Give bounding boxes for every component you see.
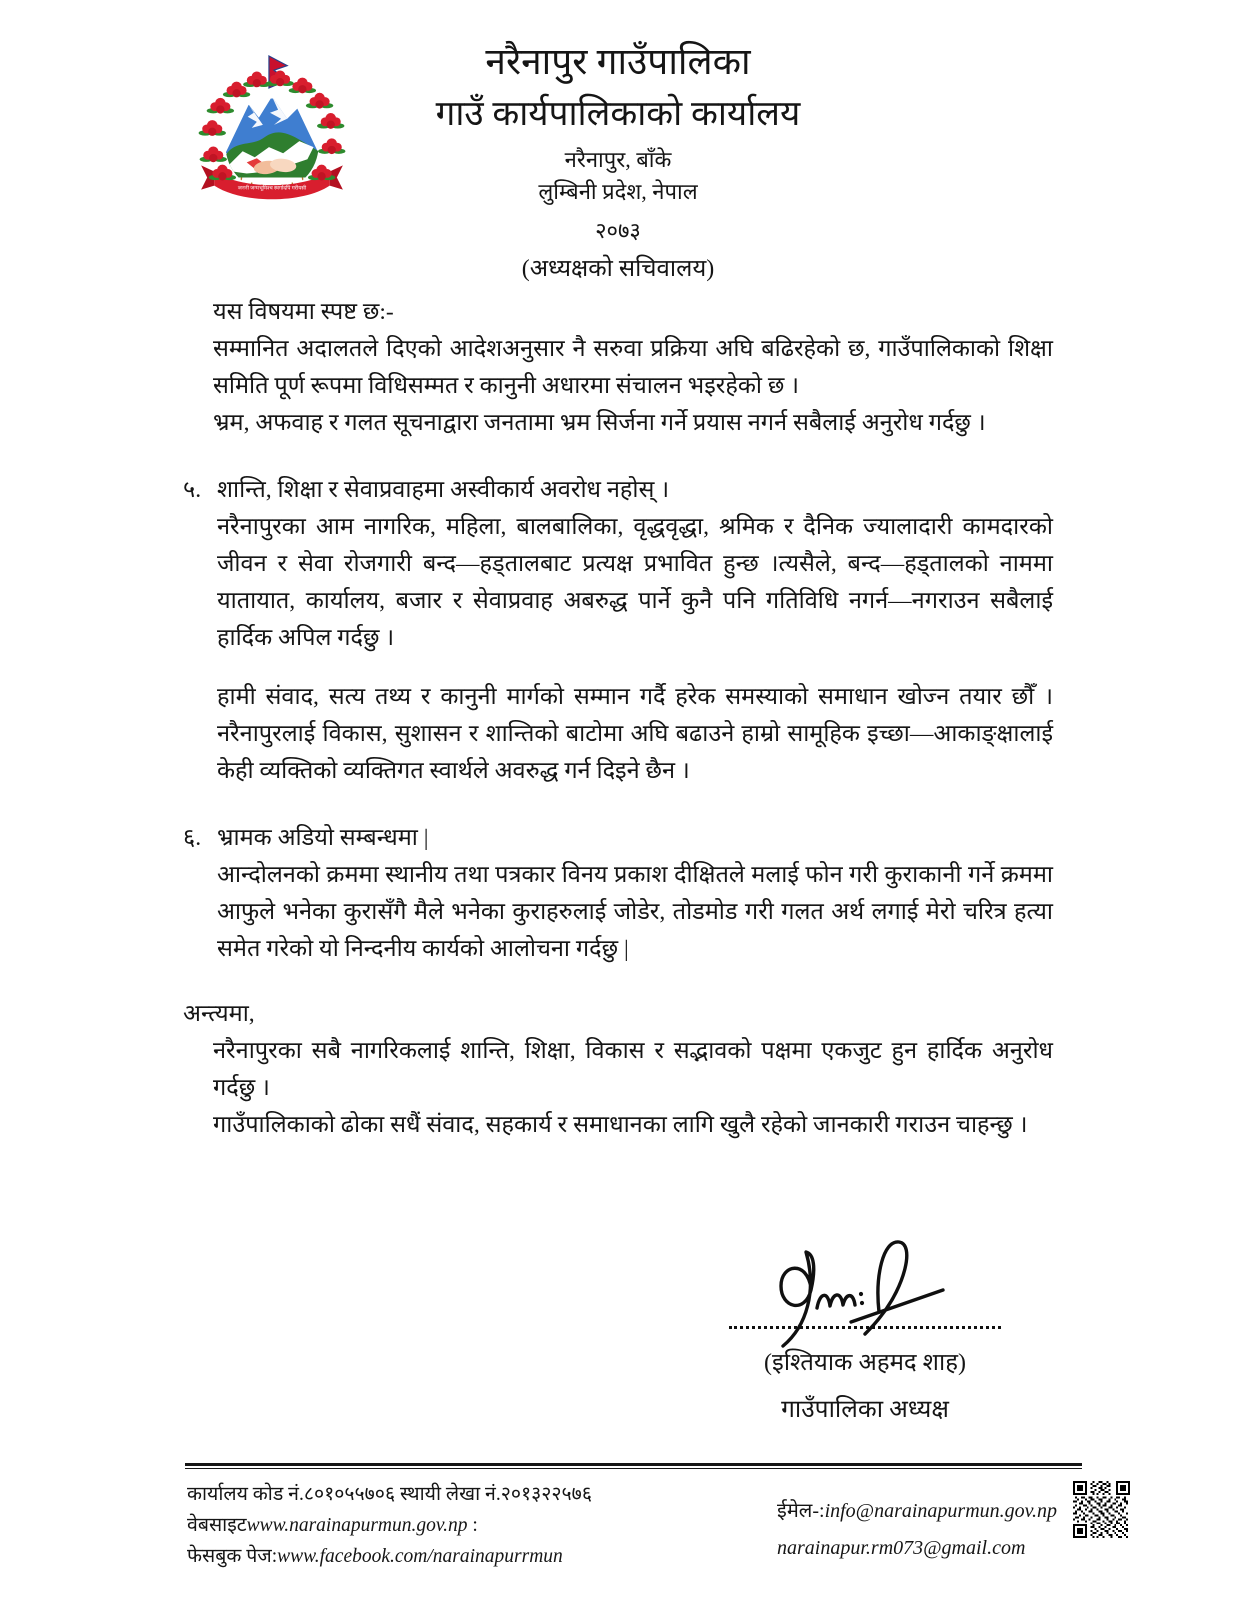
website-line: [187, 1510, 592, 1541]
email-line-2: narainapur.rm073@gmail.com: [777, 1537, 1026, 1559]
signature-block: [712, 1228, 1018, 1425]
section-5: [183, 472, 1053, 790]
section-6-heading: भ्रामक अडियो सम्बन्धमा |: [217, 825, 429, 851]
section-6: [183, 820, 1053, 968]
section-5-paragraph-1: नरैनापुरका आम नागरिक, महिला, बालबालिका, वृद्धवृद्धा, श्रमिक र दैनिक ज्यालादारी कामदारको जीवन र सेवा रोजगारी बन्द—हड्तालबाट प्रत्यक्ष प्रभावित हुन्छ ।त्यसैले, बन्द—हड्तालको नाममा यातायात, कार्यालय, बजार र सेवाप्रवाह अबरुद्ध पार्ने कुनै पनि गतिविधि नगर्न—नगराउन सबैलाई हार्दिक अपिल गर्दछु ।: [217, 514, 1053, 651]
footer-left-column: [187, 1479, 592, 1572]
footer-divider: [185, 1463, 1082, 1469]
closing-label: अन्त्यमा,: [183, 1001, 255, 1027]
website-suffix: :: [467, 1515, 478, 1536]
secretariat-line: (अध्यक्षको सचिवालय): [521, 255, 715, 282]
emblem-motto: जननी जन्मभूमिश्च स्वर्गादपि गरीयसी: [237, 185, 307, 192]
website-url: www.narainapurmun.gov.np: [246, 1515, 468, 1536]
address-line2: लुम्बिनी प्रदेश, नेपाल: [538, 178, 698, 204]
facebook-label: फेसबुक पेज:: [187, 1546, 278, 1567]
facebook-url: www.facebook.com/narainapurrmun: [277, 1546, 563, 1567]
email-line-1: [777, 1493, 1057, 1530]
section-5-heading: शान्ति, शिक्षा र सेवाप्रवाहमा अस्वीकार्य अवरोध नहोस् ।: [217, 477, 670, 503]
address-line1: नरैनापुर, बाँके: [564, 147, 672, 172]
email-label: ईमेल-:: [777, 1500, 825, 1522]
intro-label: यस विषयमा स्पष्ट छ:-: [213, 299, 394, 325]
letter-footer: [185, 1463, 1082, 1593]
office-name: गाउँ कार्यपालिकाको कार्यालय: [435, 94, 801, 134]
municipality-name: नरैनापुर गाउँपालिका: [485, 42, 751, 83]
section-6-paragraph-1: आन्दोलनको क्रममा स्थानीय तथा पत्रकार विनय प्रकाश दीक्षितले मलाई फोन गरी कुराकानी गर्ने क्रममा आफुले भनेका कुरासँगै मैले भनेका कुराहरुलाई जोडेर, तोडमोड गरी गलत अर्थ लगाई मेरो चरित्र हत्या समेत गरेको यो निन्दनीय कार्यको आलोचना गर्दछु |: [217, 862, 1053, 962]
intro-paragraph-2: भ्रम, अफवाह र गलत सूचनाद्वारा जनतामा भ्रम सिर्जना गर्ने प्रयास नगर्न सबैलाई अनुरोध गर्दछु ।: [213, 410, 986, 436]
section-5-paragraph-2: हामी संवाद, सत्य तथ्य र कानुनी मार्गको सम्मान गर्दै हरेक समस्याको समाधान खोज्न तयार छौँ ।नरैनापुरलाई विकास, सुशासन र शान्तिको बाटोमा अघि बढाउने हाम्रो सामूहिक इच्छा—आकाङ्क्षालाई केही व्यक्तिको व्यक्तिगत स्वार्थले अवरुद्ध गर्न दिइने छैन ।: [217, 684, 1053, 784]
closing-paragraph-1: नरैनापुरका सबै नागरिकलाई शान्ति, शिक्षा, विकास र सद्भावको पक्षमा एकजुट हुन हार्दिक अनुरोध गर्दछु ।: [213, 1038, 1053, 1101]
office-code-line: कार्यालय कोड नं.८०१०५५७०६ स्थायी लेखा नं.२०१३२२५७६: [187, 1484, 592, 1505]
facebook-line: [187, 1541, 592, 1572]
website-label: वेबसाइट: [187, 1515, 247, 1536]
intro-block: [213, 294, 1053, 442]
footer-right-column: [777, 1493, 1057, 1567]
signature-image: [745, 1228, 985, 1360]
closing-paragraph-2: गाउँपालिकाको ढोका सधैं संवाद, सहकार्य र समाधानका लागि खुलै रहेको जानकारी गराउन चाहन्छु ।: [213, 1112, 1028, 1138]
qr-code: [1073, 1481, 1130, 1538]
year: २०७३: [595, 217, 641, 243]
email-primary: info@narainapurmun.gov.np: [824, 1500, 1058, 1522]
intro-paragraph-1: सम्मानित अदालतले दिएको आदेशअनुसार नै सरुवा प्रक्रिया अघि बढिरहेको छ, गाउँपालिकाको शिक्षा समिति पूर्ण रूपमा विधिसम्मत र कानुनी अधारमा संचालन भइरहेको छ ।: [213, 336, 1053, 399]
letter-body: [183, 294, 1053, 1144]
signatory-title: गाउँपालिका अध्यक्ष: [781, 1396, 949, 1423]
closing-block: [213, 1033, 1053, 1144]
signatory-name: (इश्तियाक अहमद शाह): [764, 1350, 966, 1376]
section-5-number: ५.: [183, 477, 202, 503]
letterhead: [0, 40, 1236, 286]
section-6-number: ६.: [183, 825, 202, 851]
